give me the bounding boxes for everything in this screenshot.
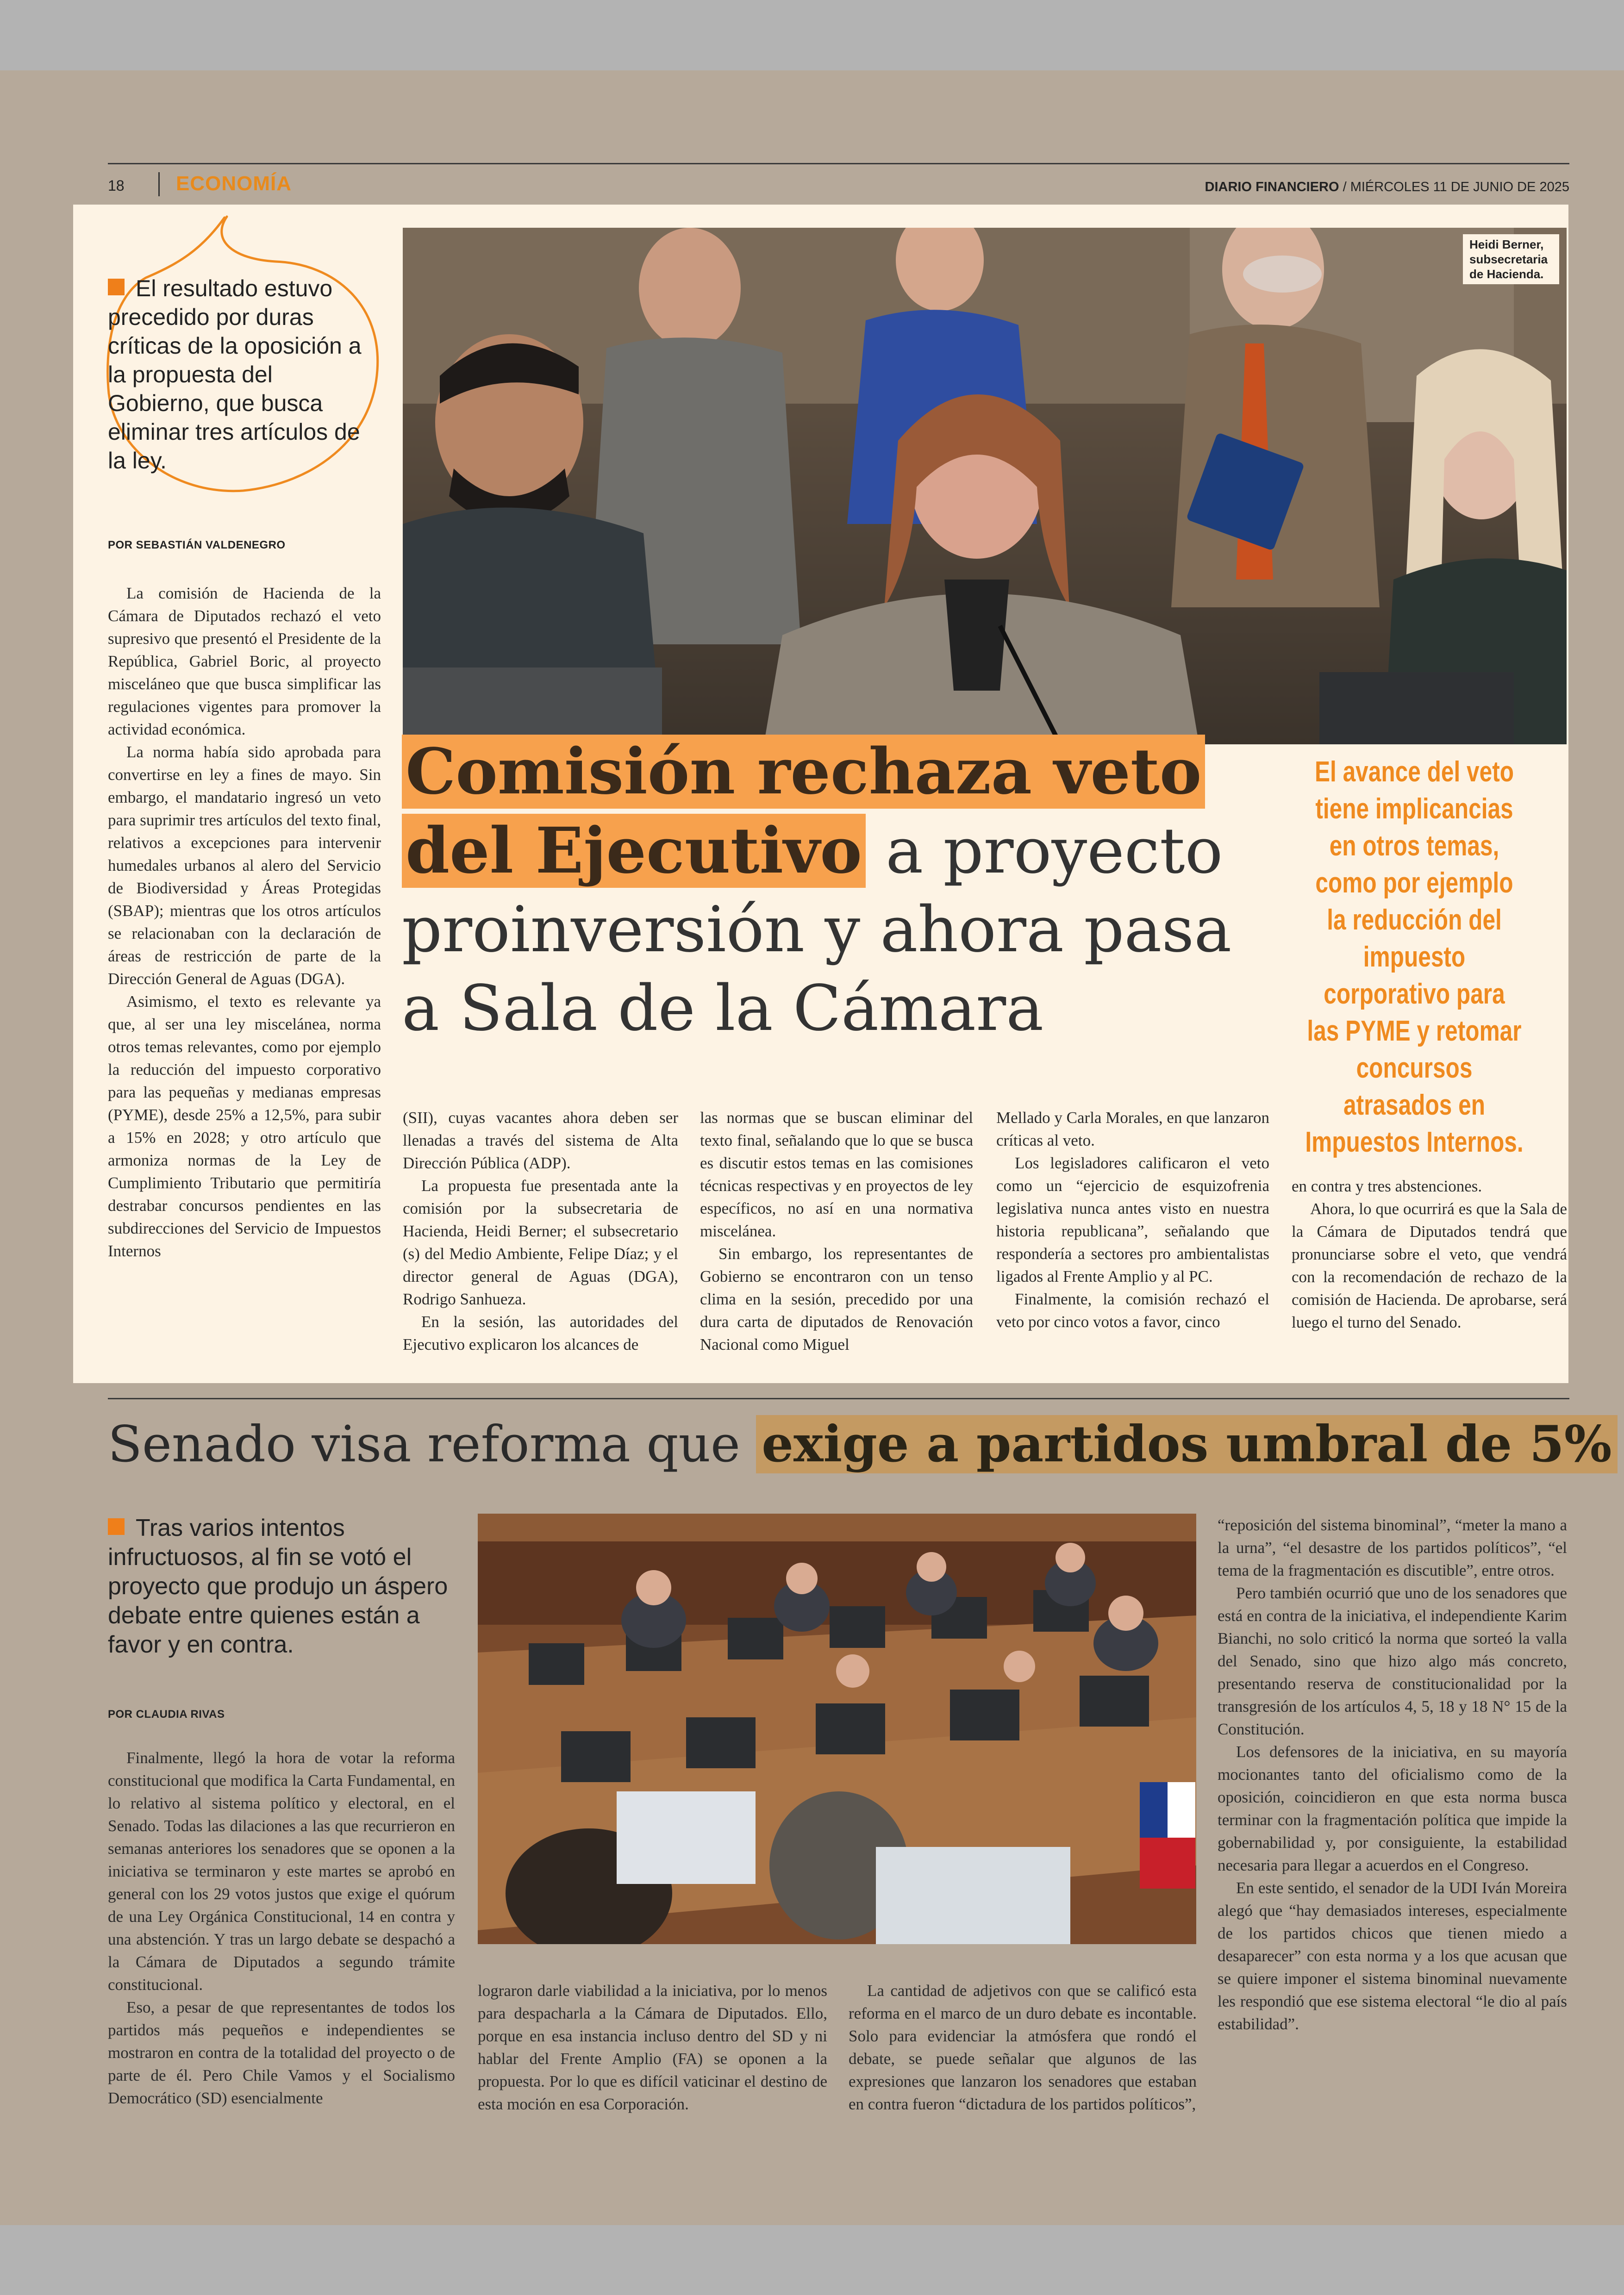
article2-lead xyxy=(108,1514,478,1659)
headline-plain: Senado visa reforma que xyxy=(108,1416,740,1473)
paragraph: La comisión de Hacienda de la Cámara de Diputados rechazó el veto supresivo que presentó el Presidente de la República, Gabriel Boric, al proyecto misceláneo que que busca simplificar las regulaciones vigentes para promover la actividad económica. xyxy=(108,584,381,738)
paragraph: lograron darle viabilidad a la iniciativa, por lo menos para despacharla a la Cámara de Diputados. Ello, porque en esa instancia incluso dentro del SD y ni hablar del Frente Amplio (FA) se oponen a la propuesta. Por lo que es difícil vaticinar el destino de esta moción en esa Corporación. xyxy=(478,1982,827,2113)
lead-text: El resultado estuvo precedido por duras críticas de la oposición a la propuesta del Gobierno, que busca eliminar tres artículos de la ley. xyxy=(108,275,362,474)
bullet-square-icon xyxy=(108,1518,125,1535)
section-title: ECONOMÍA xyxy=(176,172,292,195)
article2-column-1 xyxy=(108,1746,455,2109)
header-separator xyxy=(158,172,160,196)
paragraph: Sin embargo, los representantes de Gobierno se encontraron con un tenso clima en la sesión, precedido por una dura carta de diputados de Renovación Nacional como Miguel xyxy=(700,1245,973,1353)
article-column-1 xyxy=(108,582,381,1262)
article-column-2 xyxy=(403,1106,678,1356)
article-lead xyxy=(108,274,376,475)
paragraph: (SII), cuyas vacantes ahora deben ser llenadas a través del sistema de Alta Dirección Pública (ADP). xyxy=(403,1109,678,1172)
article2-byline: POR CLAUDIA RIVAS xyxy=(108,1708,225,1721)
article-headline xyxy=(402,732,1281,1048)
paragraph: Finalmente, llegó la hora de votar la reforma constitucional que modifica la Carta Fundamental, en lo relativo al sistema político y electoral, en el Senado. Todas las dilaciones a las que recurrieron en semanas anteriores los senadores que se oponen a la iniciativa se terminaron y este martes se aprobó en general con los 29 votos justos que exige el quórum de una Ley Orgánica Constitucional, 14 en contra y una abstención. Y tras un largo debate se despachó a la Cámara de Diputados a segundo trámite constitucional. xyxy=(108,1749,455,1994)
article-byline: POR SEBASTIÁN VALDENEGRO xyxy=(108,539,286,551)
paragraph: Pero también ocurrió que uno de los senadores que está en contra de la iniciativa, el independiente Karim Bianchi, no solo criticó la norma que sorteó la valla del Senado, sino que hizo algo más concreto, presentando reserva de constitucionalidad por la transgresión de los artículos 4, 5, 18 y 18 N° 15 de la Constitución. xyxy=(1218,1584,1567,1738)
senate-photo xyxy=(478,1514,1196,1944)
paragraph: “reposición del sistema binominal”, “meter la mano a la urna”, “el desastre de los partidos políticos”, “el tema de la fragmentación es discutible”, entre otros. xyxy=(1218,1516,1567,1579)
paragraph: Eso, a pesar de que representantes de todos los partidos más pequeños e independientes se mostraron en contra de la totalidad del proyecto o de parte de él. Pero Chile Vamos y el Socialismo Democrático (SD) esencialmente xyxy=(108,1998,455,2107)
paragraph: La cantidad de adjetivos con que se calificó esta reforma en el marco de un duro debate es incontable. Solo para evidenciar la atmósfera que rondó el debate, se puede señalar que algunos de las expresiones que lanzaron los senadores que estaban en contra fueron “dictadura de los partidos políticos”, xyxy=(849,1982,1197,2113)
article2-column-4 xyxy=(1218,1514,1567,2035)
paragraph: en contra y tres abstenciones. xyxy=(1292,1177,1482,1195)
article-column-3 xyxy=(700,1106,973,1356)
paragraph: La propuesta fue presentada ante la comisión por la subsecretaria de Hacienda, Heidi Berner; el subsecretario (s) del Medio Ambiente, Felipe Díaz; y el director general de Aguas (DGA), Rodrigo Sanhueza. xyxy=(403,1177,678,1308)
headline-highlight: exige a partidos umbral de 5% xyxy=(756,1415,1617,1473)
article2-column-2 xyxy=(478,1979,827,2115)
publication-info xyxy=(1205,180,1569,195)
paragraph: Los defensores de la iniciativa, en su mayoría mocionantes tanto del oficialismo como de la oposición, coincidieron en que esta norma busca terminar con la fragmentación política que impide la gobernabilidad y, por consiguiente, la estabilidad necesaria para llegar a acuerdos en el Congreso. xyxy=(1218,1743,1567,1874)
article2-headline xyxy=(108,1412,1618,1477)
pull-quote: El avance del veto tiene implicancias en otros temas, como por ejemplo la reducción del impuesto corporativo para las PYME y retomar concursos atrasados en Impuestos Internos. xyxy=(1305,756,1524,1158)
hearing-photo xyxy=(403,228,1567,744)
headline-highlight: Comisión rechaza veto xyxy=(402,735,1205,809)
paragraph: Finalmente, la comisión rechazó el veto por cinco votos a favor, cinco xyxy=(996,1290,1269,1331)
publication-name: DIARIO FINANCIERO xyxy=(1205,180,1339,194)
bullet-square-icon xyxy=(108,279,125,295)
article2-column-3 xyxy=(849,1979,1197,2115)
headline-highlight: del Ejecutivo xyxy=(402,814,866,888)
section-rule xyxy=(108,1398,1569,1399)
paragraph: las normas que se buscan eliminar del texto final, señalando que lo que se busca es discutir estos temas en las comisiones técnicas respectivas y en proyectos de ley específicos, no así en una normativa miscelánea. xyxy=(700,1109,973,1240)
photo-caption: Heidi Berner, subsecretaria de Hacienda. xyxy=(1463,234,1559,284)
publication-date: / MIÉRCOLES 11 DE JUNIO DE 2025 xyxy=(1343,180,1569,194)
page-number: 18 xyxy=(108,177,125,194)
article-column-5 xyxy=(1292,1175,1567,1334)
paragraph: En la sesión, las autoridades del Ejecutivo explicaron los alcances de xyxy=(403,1313,678,1353)
paragraph: En este sentido, el senador de la UDI Iván Moreira alegó que “hay demasiados intereses, especialmente de los partidos chicos que tienen miedo a desaparecer” con esta norma y a los que acusan que se quiere imponer el sistema binominal nuevamente les respondió que ese sistema electoral “le dio al país estabilidad”. xyxy=(1218,1879,1567,2033)
paragraph: Asimismo, el texto es relevante ya que, al ser una ley miscelánea, norma otros temas relevantes, como por ejemplo la reducción del impuesto corporativo para las pequeñas y medianas empresas (PYME), desde 25% a 12,5%, para subir a 15% en 2028; y otro artículo que armoniza normas de la Ley de Cumplimiento Tributario que permitiría destrabar concursos pendientes en las subdirecciones del Servicio de Impuestos Internos xyxy=(108,992,381,1260)
article-column-4 xyxy=(996,1106,1269,1333)
paragraph: Los legisladores calificaron el veto como un “ejercicio de esquizofrenia legislativa nunca antes visto en nuestra historia republicana”, señalando que respondería a sectores pro ambientalistas ligados al Frente Amplio y al PC. xyxy=(996,1154,1269,1285)
paragraph: Mellado y Carla Morales, en que lanzaron críticas al veto. xyxy=(996,1109,1269,1149)
lead-text: Tras varios intentos infructuosos, al fin se votó el proyecto que produjo un áspero debate entre quienes están a favor y en contra. xyxy=(108,1515,448,1658)
header-rule xyxy=(108,163,1569,164)
paragraph: Ahora, lo que ocurrirá es que la Sala de la Cámara de Diputados tendrá que pronunciarse sobre el veto, que vendrá con la recomendación de rechazo de la comisión de Hacienda. De aprobarse, será luego el turno del Senado. xyxy=(1292,1200,1567,1331)
headline-rest: a proyecto proinversión y ahora pasa a Sala de la Cámara xyxy=(402,815,1232,1045)
paragraph: La norma había sido aprobada para convertirse en ley a fines de mayo. Sin embargo, el mandatario ingresó un veto para suprimir tres artículos del texto final, relativos a excepciones para intervenir humedales urbanos al alero del Servicio de Biodiversidad y Áreas Protegidas (SBAP); mientras que los otros artículos se relacionaban con la declaración de áreas de restricción de parte de la Dirección General de Aguas (DGA). xyxy=(108,743,381,988)
